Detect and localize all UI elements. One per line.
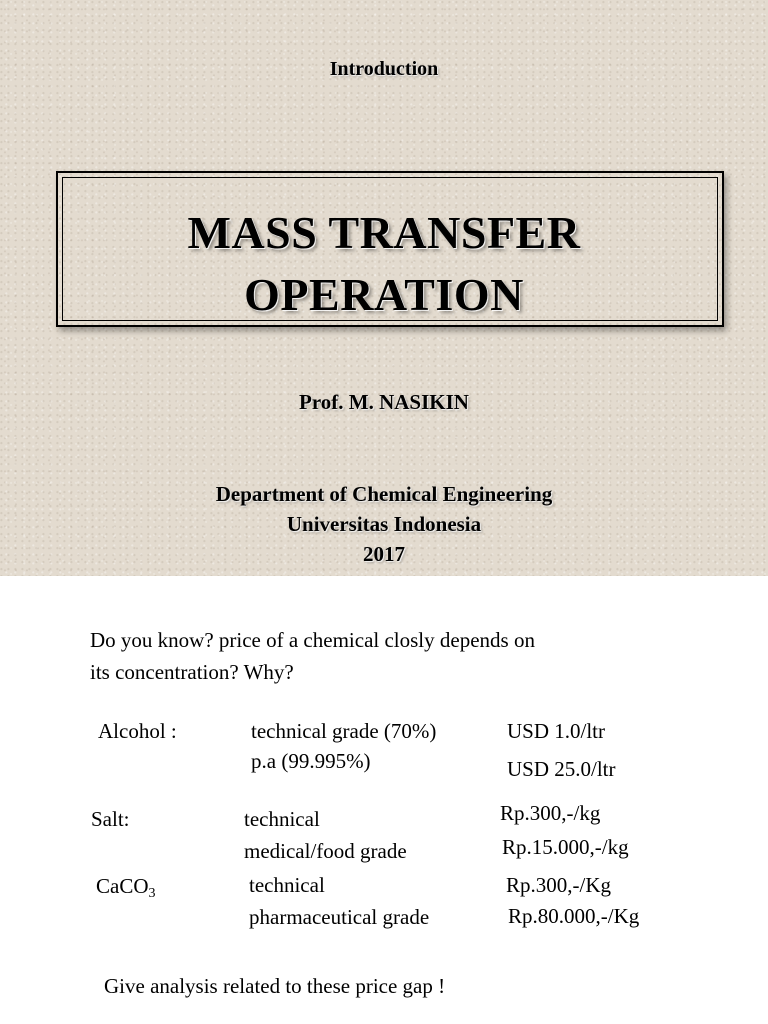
alcohol-price-technical: USD 1.0/ltr (507, 719, 606, 743)
content-slide (0, 576, 768, 1024)
question-line-1: Do you know? price of a chemical closly depends on (90, 628, 535, 652)
author-name: Prof. M. NASIKIN (299, 390, 469, 414)
university-name: Universitas Indonesia (286, 512, 482, 536)
alcohol-price-pa: USD 25.0/ltr (507, 757, 616, 781)
footer-prompt: Give analysis related to these price gap ! (104, 974, 446, 998)
salt-price-medical: Rp.15.000,-/kg (502, 835, 629, 859)
caco3-grade-pharmaceutical: pharmaceutical grade (249, 905, 430, 929)
caco3-price-technical: Rp.300,-/Kg (506, 873, 611, 897)
alcohol-grade-pa: p.a (99.995%) (251, 749, 371, 773)
caco3-label: CaCO$_3$ (96, 874, 156, 901)
salt-price-technical: Rp.300,-/kg (500, 801, 601, 825)
alcohol-grade-technical: technical grade (70%) (251, 719, 437, 743)
alcohol-label: Alcohol : (98, 719, 177, 743)
title-line-2: OPERATION (244, 269, 524, 320)
caco3-grade-technical: technical (249, 873, 325, 897)
salt-grade-technical: technical (244, 807, 320, 831)
slide-heading: Introduction (329, 58, 439, 80)
department-name: Department of Chemical Engineering (215, 482, 553, 506)
salt-grade-medical: medical/food grade (244, 839, 407, 863)
question-line-2: its concentration? Why? (90, 660, 294, 684)
title-line-1: MASS TRANSFER (187, 207, 581, 258)
salt-label: Salt: (91, 807, 130, 831)
year: 2017 (363, 542, 405, 566)
caco3-price-pharmaceutical: Rp.80.000,-/Kg (508, 904, 640, 928)
